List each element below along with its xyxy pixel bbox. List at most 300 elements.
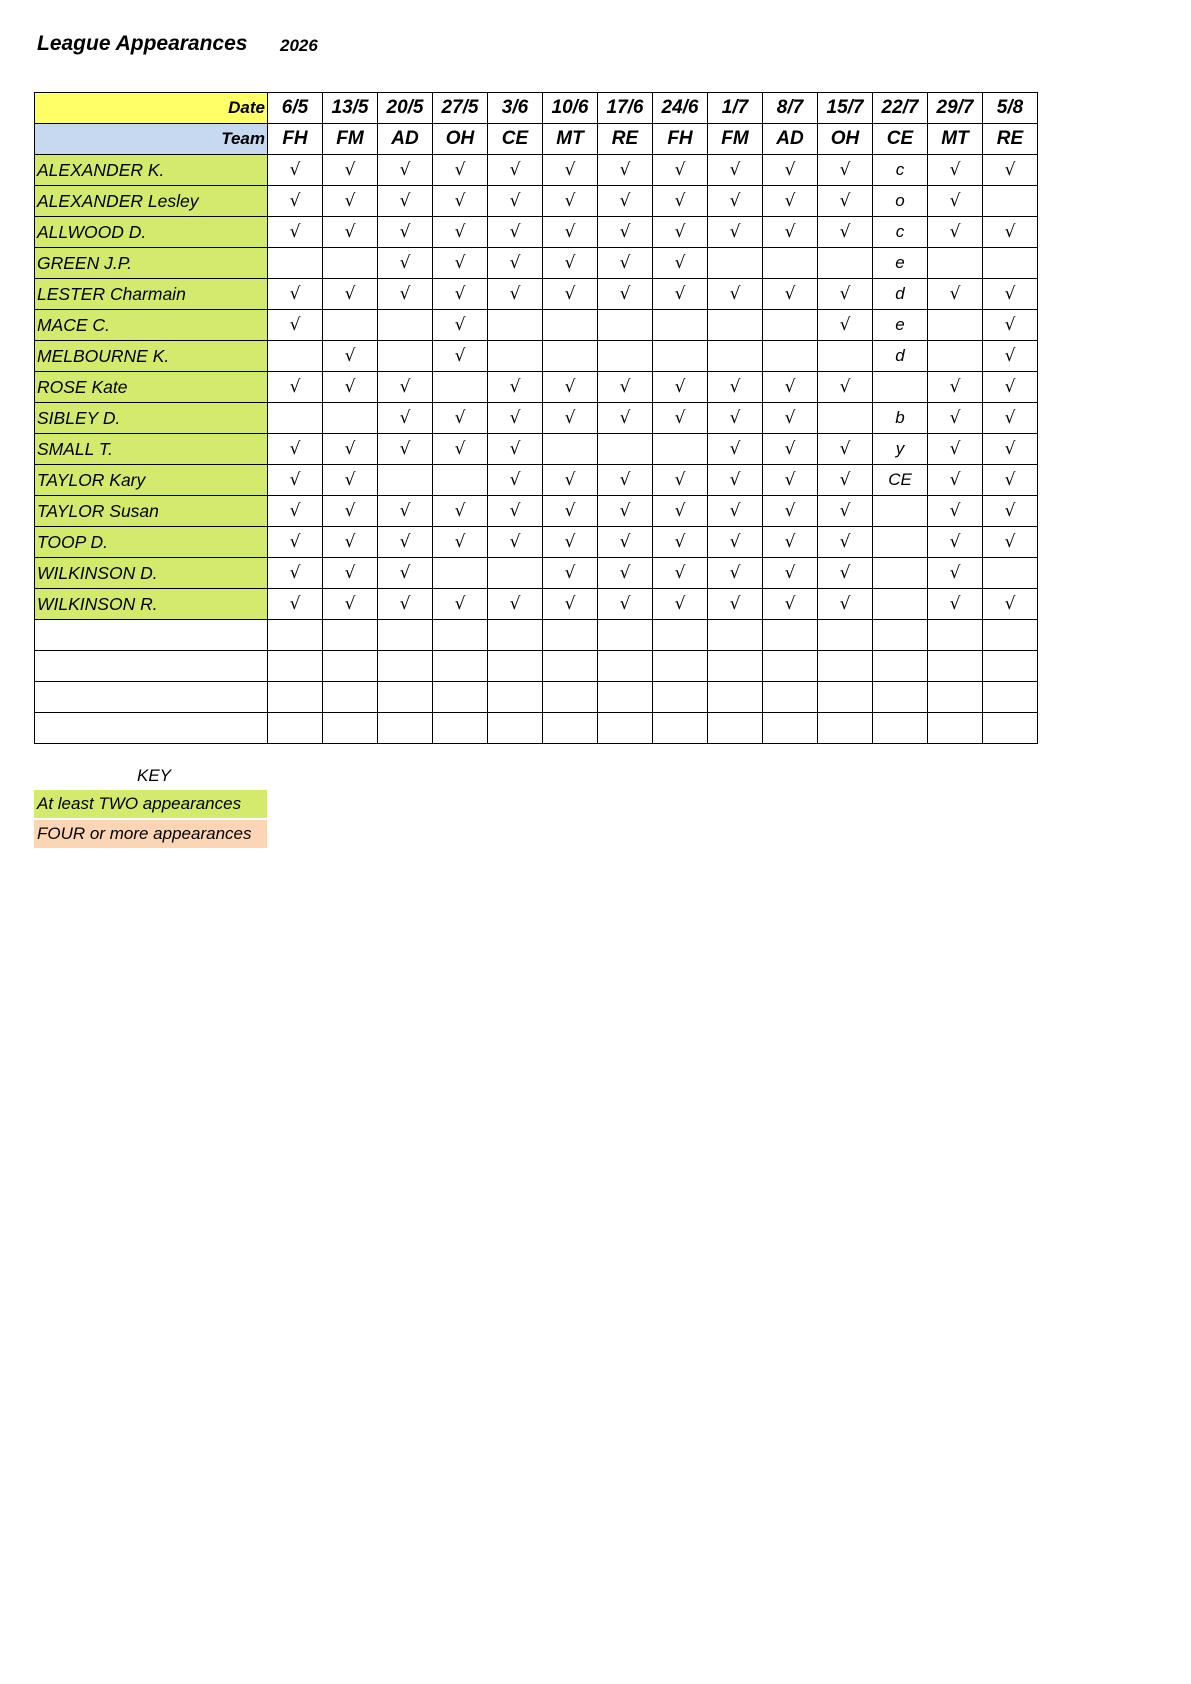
appearance-cell xyxy=(378,465,433,496)
appearance-cell xyxy=(873,527,928,558)
appearance-cell: √ xyxy=(268,527,323,558)
blank-cell xyxy=(323,620,378,651)
appearance-cell xyxy=(873,372,928,403)
blank-cell xyxy=(928,682,983,713)
player-row xyxy=(35,248,1038,279)
appearance-cell: √ xyxy=(543,248,598,279)
blank-cell xyxy=(268,682,323,713)
appearance-cell xyxy=(433,465,488,496)
appearance-cell: √ xyxy=(653,186,708,217)
appearance-cell: √ xyxy=(983,155,1038,186)
team-header-cell: FH xyxy=(268,124,323,155)
appearances-table xyxy=(34,92,1038,744)
blank-cell xyxy=(708,713,763,744)
date-header-cell: 17/6 xyxy=(598,93,653,124)
appearance-cell: √ xyxy=(433,310,488,341)
blank-cell xyxy=(598,620,653,651)
blank-cell xyxy=(543,713,598,744)
appearance-cell: d xyxy=(873,341,928,372)
blank-cell xyxy=(653,713,708,744)
appearance-cell: √ xyxy=(598,372,653,403)
blank-cell xyxy=(35,620,268,651)
blank-cell xyxy=(873,682,928,713)
appearance-cell: √ xyxy=(433,496,488,527)
player-row xyxy=(35,155,1038,186)
blank-row xyxy=(35,651,1038,682)
appearance-cell: √ xyxy=(488,496,543,527)
date-header-cell: 8/7 xyxy=(763,93,818,124)
team-label: Team xyxy=(35,124,268,155)
blank-cell xyxy=(653,651,708,682)
appearance-cell: √ xyxy=(488,248,543,279)
team-header-cell: CE xyxy=(488,124,543,155)
player-row xyxy=(35,310,1038,341)
appearance-cell: √ xyxy=(488,589,543,620)
appearance-cell: √ xyxy=(543,155,598,186)
appearance-cell: √ xyxy=(598,589,653,620)
appearance-cell xyxy=(598,310,653,341)
blank-cell xyxy=(598,651,653,682)
appearance-cell: √ xyxy=(983,527,1038,558)
appearance-cell xyxy=(818,403,873,434)
appearance-cell: √ xyxy=(598,155,653,186)
appearance-cell: √ xyxy=(543,589,598,620)
blank-cell xyxy=(763,620,818,651)
appearance-cell: √ xyxy=(818,310,873,341)
appearance-cell: √ xyxy=(763,589,818,620)
appearance-cell: √ xyxy=(543,186,598,217)
appearance-cell: √ xyxy=(433,155,488,186)
appearance-cell xyxy=(818,341,873,372)
player-row xyxy=(35,279,1038,310)
appearance-cell: y xyxy=(873,434,928,465)
appearance-cell xyxy=(983,558,1038,589)
blank-cell xyxy=(543,620,598,651)
team-header-cell: OH xyxy=(433,124,488,155)
appearance-cell: √ xyxy=(323,496,378,527)
appearance-cell: √ xyxy=(323,372,378,403)
appearance-cell xyxy=(323,403,378,434)
appearance-cell: √ xyxy=(323,465,378,496)
blank-cell xyxy=(653,620,708,651)
team-header-cell: FH xyxy=(653,124,708,155)
player-name-cell: MELBOURNE K. xyxy=(35,341,268,372)
appearance-cell: √ xyxy=(818,589,873,620)
appearance-cell: √ xyxy=(433,434,488,465)
appearance-cell: √ xyxy=(983,403,1038,434)
blank-cell xyxy=(378,651,433,682)
date-header-cell: 1/7 xyxy=(708,93,763,124)
appearance-cell: √ xyxy=(323,279,378,310)
player-name-cell: ALEXANDER K. xyxy=(35,155,268,186)
appearance-cell: √ xyxy=(378,186,433,217)
appearance-cell: √ xyxy=(598,558,653,589)
appearance-cell: √ xyxy=(983,589,1038,620)
appearance-cell: √ xyxy=(268,496,323,527)
player-row xyxy=(35,527,1038,558)
team-header-cell: FM xyxy=(708,124,763,155)
appearance-cell: √ xyxy=(268,589,323,620)
appearance-cell: √ xyxy=(433,527,488,558)
appearance-cell xyxy=(928,248,983,279)
appearance-cell: √ xyxy=(543,558,598,589)
appearance-cell: √ xyxy=(763,496,818,527)
appearance-cell: √ xyxy=(928,434,983,465)
appearance-cell: e xyxy=(873,310,928,341)
appearance-cell: √ xyxy=(708,589,763,620)
appearance-cell xyxy=(928,310,983,341)
appearance-cell: √ xyxy=(488,279,543,310)
appearance-cell: √ xyxy=(268,217,323,248)
blank-cell xyxy=(928,713,983,744)
appearance-cell: √ xyxy=(653,558,708,589)
appearance-cell: √ xyxy=(488,372,543,403)
blank-cell xyxy=(818,713,873,744)
appearance-cell: √ xyxy=(708,186,763,217)
player-row xyxy=(35,186,1038,217)
appearance-cell: √ xyxy=(708,496,763,527)
appearance-cell xyxy=(708,310,763,341)
appearance-cell: √ xyxy=(653,527,708,558)
blank-cell xyxy=(268,713,323,744)
date-header-cell: 6/5 xyxy=(268,93,323,124)
appearance-cell: √ xyxy=(543,403,598,434)
appearance-cell: √ xyxy=(818,186,873,217)
appearance-cell: √ xyxy=(763,217,818,248)
player-row xyxy=(35,465,1038,496)
appearance-cell: √ xyxy=(488,155,543,186)
appearance-cell: √ xyxy=(268,372,323,403)
appearance-cell: √ xyxy=(488,465,543,496)
player-row xyxy=(35,589,1038,620)
appearance-cell: √ xyxy=(983,310,1038,341)
player-name-cell: ALEXANDER Lesley xyxy=(35,186,268,217)
appearance-cell: √ xyxy=(433,341,488,372)
appearance-cell: √ xyxy=(928,558,983,589)
team-header-cell: AD xyxy=(763,124,818,155)
appearance-cell: √ xyxy=(268,558,323,589)
appearance-cell: √ xyxy=(818,496,873,527)
player-name-cell: LESTER Charmain xyxy=(35,279,268,310)
appearance-cell: d xyxy=(873,279,928,310)
appearance-cell xyxy=(543,310,598,341)
appearance-cell: √ xyxy=(928,403,983,434)
appearance-cell: √ xyxy=(378,434,433,465)
date-header-row xyxy=(35,93,1038,124)
date-header-cell: 22/7 xyxy=(873,93,928,124)
key-item-two-appearances: At least TWO appearances xyxy=(34,790,267,818)
appearance-cell: √ xyxy=(378,279,433,310)
sheet-year: 2026 xyxy=(280,36,318,55)
blank-cell xyxy=(543,682,598,713)
appearance-cell xyxy=(378,341,433,372)
appearance-cell xyxy=(653,341,708,372)
appearance-cell: √ xyxy=(268,434,323,465)
appearance-cell: √ xyxy=(763,403,818,434)
appearance-cell xyxy=(873,496,928,527)
appearance-cell: √ xyxy=(598,279,653,310)
appearance-cell: √ xyxy=(378,558,433,589)
appearance-cell: √ xyxy=(488,217,543,248)
blank-cell xyxy=(488,651,543,682)
player-name-cell: TAYLOR Susan xyxy=(35,496,268,527)
appearance-cell: √ xyxy=(323,558,378,589)
blank-cell xyxy=(708,651,763,682)
appearance-cell: √ xyxy=(928,279,983,310)
appearance-cell: √ xyxy=(818,527,873,558)
appearance-cell xyxy=(653,310,708,341)
appearance-cell: √ xyxy=(653,155,708,186)
appearance-cell: √ xyxy=(323,434,378,465)
appearance-cell xyxy=(873,589,928,620)
appearance-cell: √ xyxy=(433,589,488,620)
appearance-cell: √ xyxy=(928,155,983,186)
appearance-cell: √ xyxy=(708,403,763,434)
appearance-cell: √ xyxy=(708,465,763,496)
appearance-cell: √ xyxy=(928,186,983,217)
appearance-cell: √ xyxy=(928,372,983,403)
appearance-cell: √ xyxy=(653,248,708,279)
appearance-cell xyxy=(763,341,818,372)
appearance-cell: √ xyxy=(268,310,323,341)
appearance-cell: √ xyxy=(928,527,983,558)
appearance-cell xyxy=(488,341,543,372)
date-header-cell: 24/6 xyxy=(653,93,708,124)
appearance-cell: √ xyxy=(378,217,433,248)
appearance-cell xyxy=(983,248,1038,279)
player-row xyxy=(35,558,1038,589)
team-header-cell: RE xyxy=(983,124,1038,155)
appearance-cell xyxy=(378,310,433,341)
appearance-cell: √ xyxy=(818,465,873,496)
blank-cell xyxy=(763,682,818,713)
blank-row xyxy=(35,682,1038,713)
appearance-cell: √ xyxy=(543,465,598,496)
appearance-cell: √ xyxy=(268,279,323,310)
player-name-cell: TOOP D. xyxy=(35,527,268,558)
appearance-cell xyxy=(433,372,488,403)
appearance-cell: √ xyxy=(598,248,653,279)
appearance-cell xyxy=(268,341,323,372)
appearance-cell: √ xyxy=(488,403,543,434)
appearance-cell: √ xyxy=(983,341,1038,372)
appearance-cell: √ xyxy=(983,279,1038,310)
player-name-cell: TAYLOR Kary xyxy=(35,465,268,496)
blank-cell xyxy=(323,651,378,682)
player-name-cell: SIBLEY D. xyxy=(35,403,268,434)
appearance-cell: √ xyxy=(323,217,378,248)
blank-cell xyxy=(818,620,873,651)
appearance-cell xyxy=(268,248,323,279)
key-item-four-appearances: FOUR or more appearances xyxy=(34,820,267,848)
appearance-cell: √ xyxy=(818,217,873,248)
player-row xyxy=(35,496,1038,527)
blank-cell xyxy=(983,620,1038,651)
date-header-cell: 13/5 xyxy=(323,93,378,124)
appearance-cell: √ xyxy=(268,465,323,496)
blank-cell xyxy=(928,620,983,651)
blank-cell xyxy=(708,620,763,651)
sheet-title: League Appearances xyxy=(37,32,248,55)
date-header-cell: 29/7 xyxy=(928,93,983,124)
blank-cell xyxy=(488,682,543,713)
blank-cell xyxy=(378,682,433,713)
appearance-cell xyxy=(488,558,543,589)
appearance-cell xyxy=(928,341,983,372)
appearance-cell xyxy=(873,558,928,589)
appearance-cell: √ xyxy=(818,434,873,465)
blank-cell xyxy=(598,682,653,713)
appearance-cell: √ xyxy=(763,372,818,403)
appearance-cell: √ xyxy=(323,527,378,558)
blank-cell xyxy=(35,682,268,713)
appearance-cell: e xyxy=(873,248,928,279)
appearance-cell: √ xyxy=(818,558,873,589)
date-header-cell: 3/6 xyxy=(488,93,543,124)
blank-cell xyxy=(598,713,653,744)
appearance-cell xyxy=(543,434,598,465)
date-header-cell: 15/7 xyxy=(818,93,873,124)
appearance-cell: √ xyxy=(323,186,378,217)
appearance-cell: √ xyxy=(763,155,818,186)
blank-cell xyxy=(983,682,1038,713)
player-row xyxy=(35,403,1038,434)
appearance-cell: √ xyxy=(983,434,1038,465)
appearance-cell: √ xyxy=(323,341,378,372)
team-header-cell: CE xyxy=(873,124,928,155)
team-header-cell: OH xyxy=(818,124,873,155)
appearance-cell: √ xyxy=(818,372,873,403)
appearance-cell: √ xyxy=(543,496,598,527)
appearance-cell: √ xyxy=(488,186,543,217)
blank-cell xyxy=(323,713,378,744)
team-header-cell: FM xyxy=(323,124,378,155)
appearance-cell: √ xyxy=(983,496,1038,527)
appearance-cell: √ xyxy=(763,279,818,310)
appearance-cell: √ xyxy=(708,372,763,403)
appearance-cell: √ xyxy=(818,155,873,186)
blank-cell xyxy=(818,651,873,682)
appearance-cell: √ xyxy=(323,589,378,620)
team-header-cell: AD xyxy=(378,124,433,155)
appearance-cell: √ xyxy=(488,527,543,558)
appearance-cell: √ xyxy=(818,279,873,310)
appearance-cell: √ xyxy=(653,589,708,620)
player-name-cell: GREEN J.P. xyxy=(35,248,268,279)
blank-cell xyxy=(708,682,763,713)
player-row xyxy=(35,341,1038,372)
blank-cell xyxy=(543,651,598,682)
appearance-cell: √ xyxy=(708,527,763,558)
blank-cell xyxy=(433,651,488,682)
appearance-cell: √ xyxy=(653,279,708,310)
appearance-cell xyxy=(763,310,818,341)
blank-cell xyxy=(873,651,928,682)
appearance-cell: √ xyxy=(598,465,653,496)
appearance-cell: √ xyxy=(708,217,763,248)
player-name-cell: ALLWOOD D. xyxy=(35,217,268,248)
blank-cell xyxy=(983,651,1038,682)
appearance-cell: √ xyxy=(653,403,708,434)
date-header-cell: 20/5 xyxy=(378,93,433,124)
blank-cell xyxy=(378,713,433,744)
appearance-cell xyxy=(488,310,543,341)
appearance-cell xyxy=(323,248,378,279)
appearance-cell: √ xyxy=(543,217,598,248)
appearance-cell: √ xyxy=(598,496,653,527)
appearance-cell xyxy=(598,341,653,372)
appearance-cell xyxy=(763,248,818,279)
appearance-cell: √ xyxy=(378,372,433,403)
appearance-cell xyxy=(598,434,653,465)
appearance-cell: √ xyxy=(763,558,818,589)
appearance-cell: √ xyxy=(543,279,598,310)
player-name-cell: WILKINSON D. xyxy=(35,558,268,589)
appearance-cell: √ xyxy=(928,217,983,248)
appearance-cell xyxy=(708,248,763,279)
appearance-cell: √ xyxy=(708,279,763,310)
appearance-cell: √ xyxy=(268,155,323,186)
blank-cell xyxy=(818,682,873,713)
appearance-cell: √ xyxy=(928,496,983,527)
blank-cell xyxy=(488,620,543,651)
player-name-cell: MACE C. xyxy=(35,310,268,341)
date-header-cell: 5/8 xyxy=(983,93,1038,124)
appearance-cell: √ xyxy=(598,527,653,558)
blank-cell xyxy=(928,651,983,682)
appearance-cell xyxy=(818,248,873,279)
player-row xyxy=(35,217,1038,248)
appearance-cell: √ xyxy=(763,434,818,465)
appearance-cell: √ xyxy=(378,589,433,620)
appearance-cell: √ xyxy=(653,217,708,248)
appearance-cell: √ xyxy=(433,217,488,248)
appearance-cell xyxy=(433,558,488,589)
appearance-cell: √ xyxy=(708,155,763,186)
appearance-cell: CE xyxy=(873,465,928,496)
appearance-cell: √ xyxy=(433,403,488,434)
blank-cell xyxy=(873,713,928,744)
appearance-cell: √ xyxy=(433,248,488,279)
player-name-cell: WILKINSON R. xyxy=(35,589,268,620)
date-header-cell: 27/5 xyxy=(433,93,488,124)
appearance-cell: √ xyxy=(433,186,488,217)
appearance-cell: √ xyxy=(928,589,983,620)
team-header-row xyxy=(35,124,1038,155)
player-name-cell: SMALL T. xyxy=(35,434,268,465)
blank-cell xyxy=(35,713,268,744)
blank-cell xyxy=(378,620,433,651)
appearance-cell: √ xyxy=(983,217,1038,248)
appearance-cell: c xyxy=(873,155,928,186)
appearance-cell: o xyxy=(873,186,928,217)
blank-cell xyxy=(763,651,818,682)
appearance-cell: √ xyxy=(763,186,818,217)
appearance-cell: √ xyxy=(378,248,433,279)
blank-cell xyxy=(433,620,488,651)
appearance-cell: √ xyxy=(598,217,653,248)
appearance-cell: √ xyxy=(488,434,543,465)
appearance-cell: √ xyxy=(763,465,818,496)
appearance-cell: √ xyxy=(763,527,818,558)
appearance-cell: √ xyxy=(598,186,653,217)
blank-cell xyxy=(488,713,543,744)
appearance-cell: √ xyxy=(378,496,433,527)
appearance-cell: √ xyxy=(543,372,598,403)
player-row xyxy=(35,434,1038,465)
blank-row xyxy=(35,713,1038,744)
appearance-cell: √ xyxy=(378,527,433,558)
